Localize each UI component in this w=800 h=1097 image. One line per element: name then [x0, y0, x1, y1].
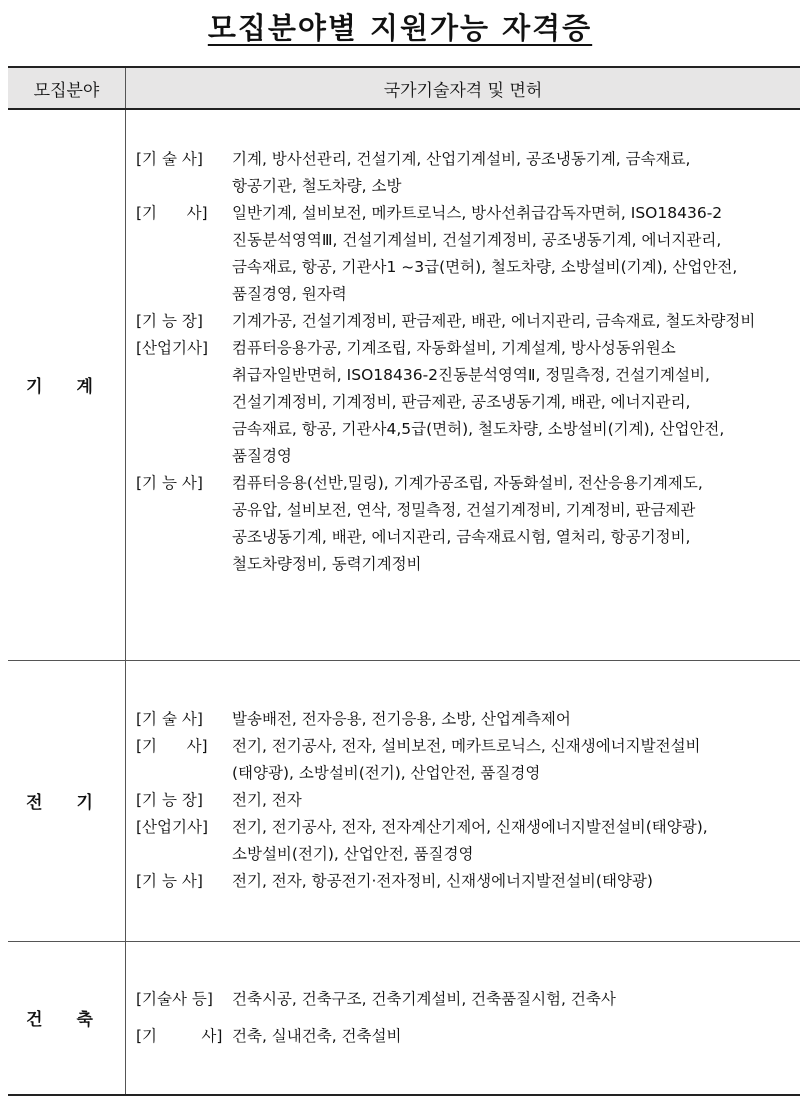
grade-label: [기 사] — [136, 204, 208, 222]
header-qualifications: 국가기술자격 및 면허 — [126, 67, 800, 109]
qualification-continuation: 품질경영, 원자력 — [232, 285, 347, 303]
qualification-entry — [136, 200, 796, 227]
grade-label: [기 능 사] — [136, 474, 203, 492]
page-title: 모집분야별 지원가능 자격증 — [207, 11, 593, 45]
qualification-continuation: 항공기관, 철도차량, 소방 — [232, 177, 402, 195]
qualification-continuation: 취급자일반면허, ISO18436-2진동분석영역Ⅱ, 정밀측정, 건설기계설비, — [232, 366, 710, 384]
qualification-continuation: 품질경영 — [232, 447, 292, 465]
qualification-continuation: 철도차량정비, 동력기계정비 — [232, 555, 422, 573]
grade-label: [기 술 사] — [136, 150, 203, 168]
qualification-text: 기계, 방사선관리, 건설기계, 산업기계설비, 공조냉동기계, 금속재료, — [232, 150, 691, 168]
qualification-entry — [136, 470, 796, 497]
qualification-table — [8, 66, 800, 1096]
grade-label: [기 능 장] — [136, 791, 203, 809]
qualification-text: 건축, 실내건축, 건축설비 — [232, 1026, 402, 1045]
qualification-text: 컴퓨터응용(선반,밀링), 기계가공조립, 자동화설비, 전산응용기계제도, — [232, 474, 703, 492]
qualification-text: 전기, 전기공사, 전자, 설비보전, 메카트로닉스, 신재생에너지발전설비 — [232, 737, 701, 755]
qualification-entry — [136, 868, 796, 895]
category-cell: 건 축 — [8, 941, 126, 1095]
qualification-text: 일반기계, 설비보전, 메카트로닉스, 방사선취급감독자면허, ISO18436-2 — [232, 204, 723, 222]
qualification-continuation: 금속재료, 항공, 기관사1 ~3급(면허), 철도차량, 소방설비(기계), 산업안전, — [232, 258, 738, 276]
grade-label: [기 술 사] — [136, 710, 203, 728]
category-cell: 전 기 — [8, 660, 126, 941]
qualification-entry — [136, 335, 796, 362]
qualification-text: 기계가공, 건설기계정비, 판금제관, 배관, 에너지관리, 금속재료, 철도차량정비 — [232, 312, 756, 330]
grade-label: [산업기사] — [136, 339, 208, 357]
qualification-entry — [136, 706, 796, 733]
grade-label: [기 사] — [136, 1026, 223, 1045]
section-row — [8, 660, 800, 941]
qualification-continuation: (태양광), 소방설비(전기), 산업안전, 품질경영 — [232, 764, 541, 782]
qualification-text: 발송배전, 전자응용, 전기응용, 소방, 산업계측제어 — [232, 710, 571, 728]
qualification-entry — [136, 146, 796, 173]
qualification-entry — [136, 308, 796, 335]
qualification-cell — [126, 941, 800, 1095]
qualification-cell — [126, 660, 800, 941]
qualification-list — [126, 986, 800, 1050]
qualification-continuation: 건설기계정비, 기계정비, 판금제관, 공조냉동기계, 배관, 에너지관리, — [232, 393, 691, 411]
qualification-continuation: 진동분석영역Ⅲ, 건설기계설비, 건설기계정비, 공조냉동기계, 에너지관리, — [232, 231, 722, 249]
qualification-text: 전기, 전자 — [232, 791, 302, 809]
qualification-continuation: 소방설비(전기), 산업안전, 품질경영 — [232, 845, 474, 863]
grade-label: [기술사 등] — [136, 989, 213, 1008]
qualification-entry — [136, 986, 796, 1013]
qualification-continuation: 금속재료, 항공, 기관사4,5급(면허), 철도차량, 소방설비(기계), 산업안전, — [232, 420, 725, 438]
category-cell: 기 계 — [8, 109, 126, 660]
grade-label: [기 능 장] — [136, 312, 203, 330]
qualification-list — [126, 146, 800, 578]
grade-label: [기 사] — [136, 737, 208, 755]
qualification-continuation: 공유압, 설비보전, 연삭, 정밀측정, 건설기계정비, 기계정비, 판금제관 — [232, 501, 696, 519]
qualification-entry — [136, 733, 796, 760]
header-field: 모집분야 — [8, 67, 126, 109]
qualification-text: 건축시공, 건축구조, 건축기계설비, 건축품질시험, 건축사 — [232, 989, 616, 1008]
qualification-entry — [136, 787, 796, 814]
grade-label: [산업기사] — [136, 818, 208, 836]
grade-label: [기 능 사] — [136, 872, 203, 890]
qualification-text: 전기, 전자, 항공전기·전자정비, 신재생에너지발전설비(태양광) — [232, 872, 653, 890]
spacer — [136, 1013, 796, 1023]
qualification-text: 컴퓨터응용가공, 기계조립, 자동화설비, 기계설계, 방사성동위원소 — [232, 339, 676, 357]
qualification-list — [126, 706, 800, 895]
section-row — [8, 109, 800, 660]
qualification-cell — [126, 109, 800, 660]
qualification-entry — [136, 814, 796, 841]
qualification-continuation: 공조냉동기계, 배관, 에너지관리, 금속재료시험, 열처리, 항공기정비, — [232, 528, 691, 546]
qualification-text: 전기, 전기공사, 전자, 전자계산기제어, 신재생에너지발전설비(태양광), — [232, 818, 708, 836]
section-row — [8, 941, 800, 1095]
qualification-entry — [136, 1023, 796, 1050]
